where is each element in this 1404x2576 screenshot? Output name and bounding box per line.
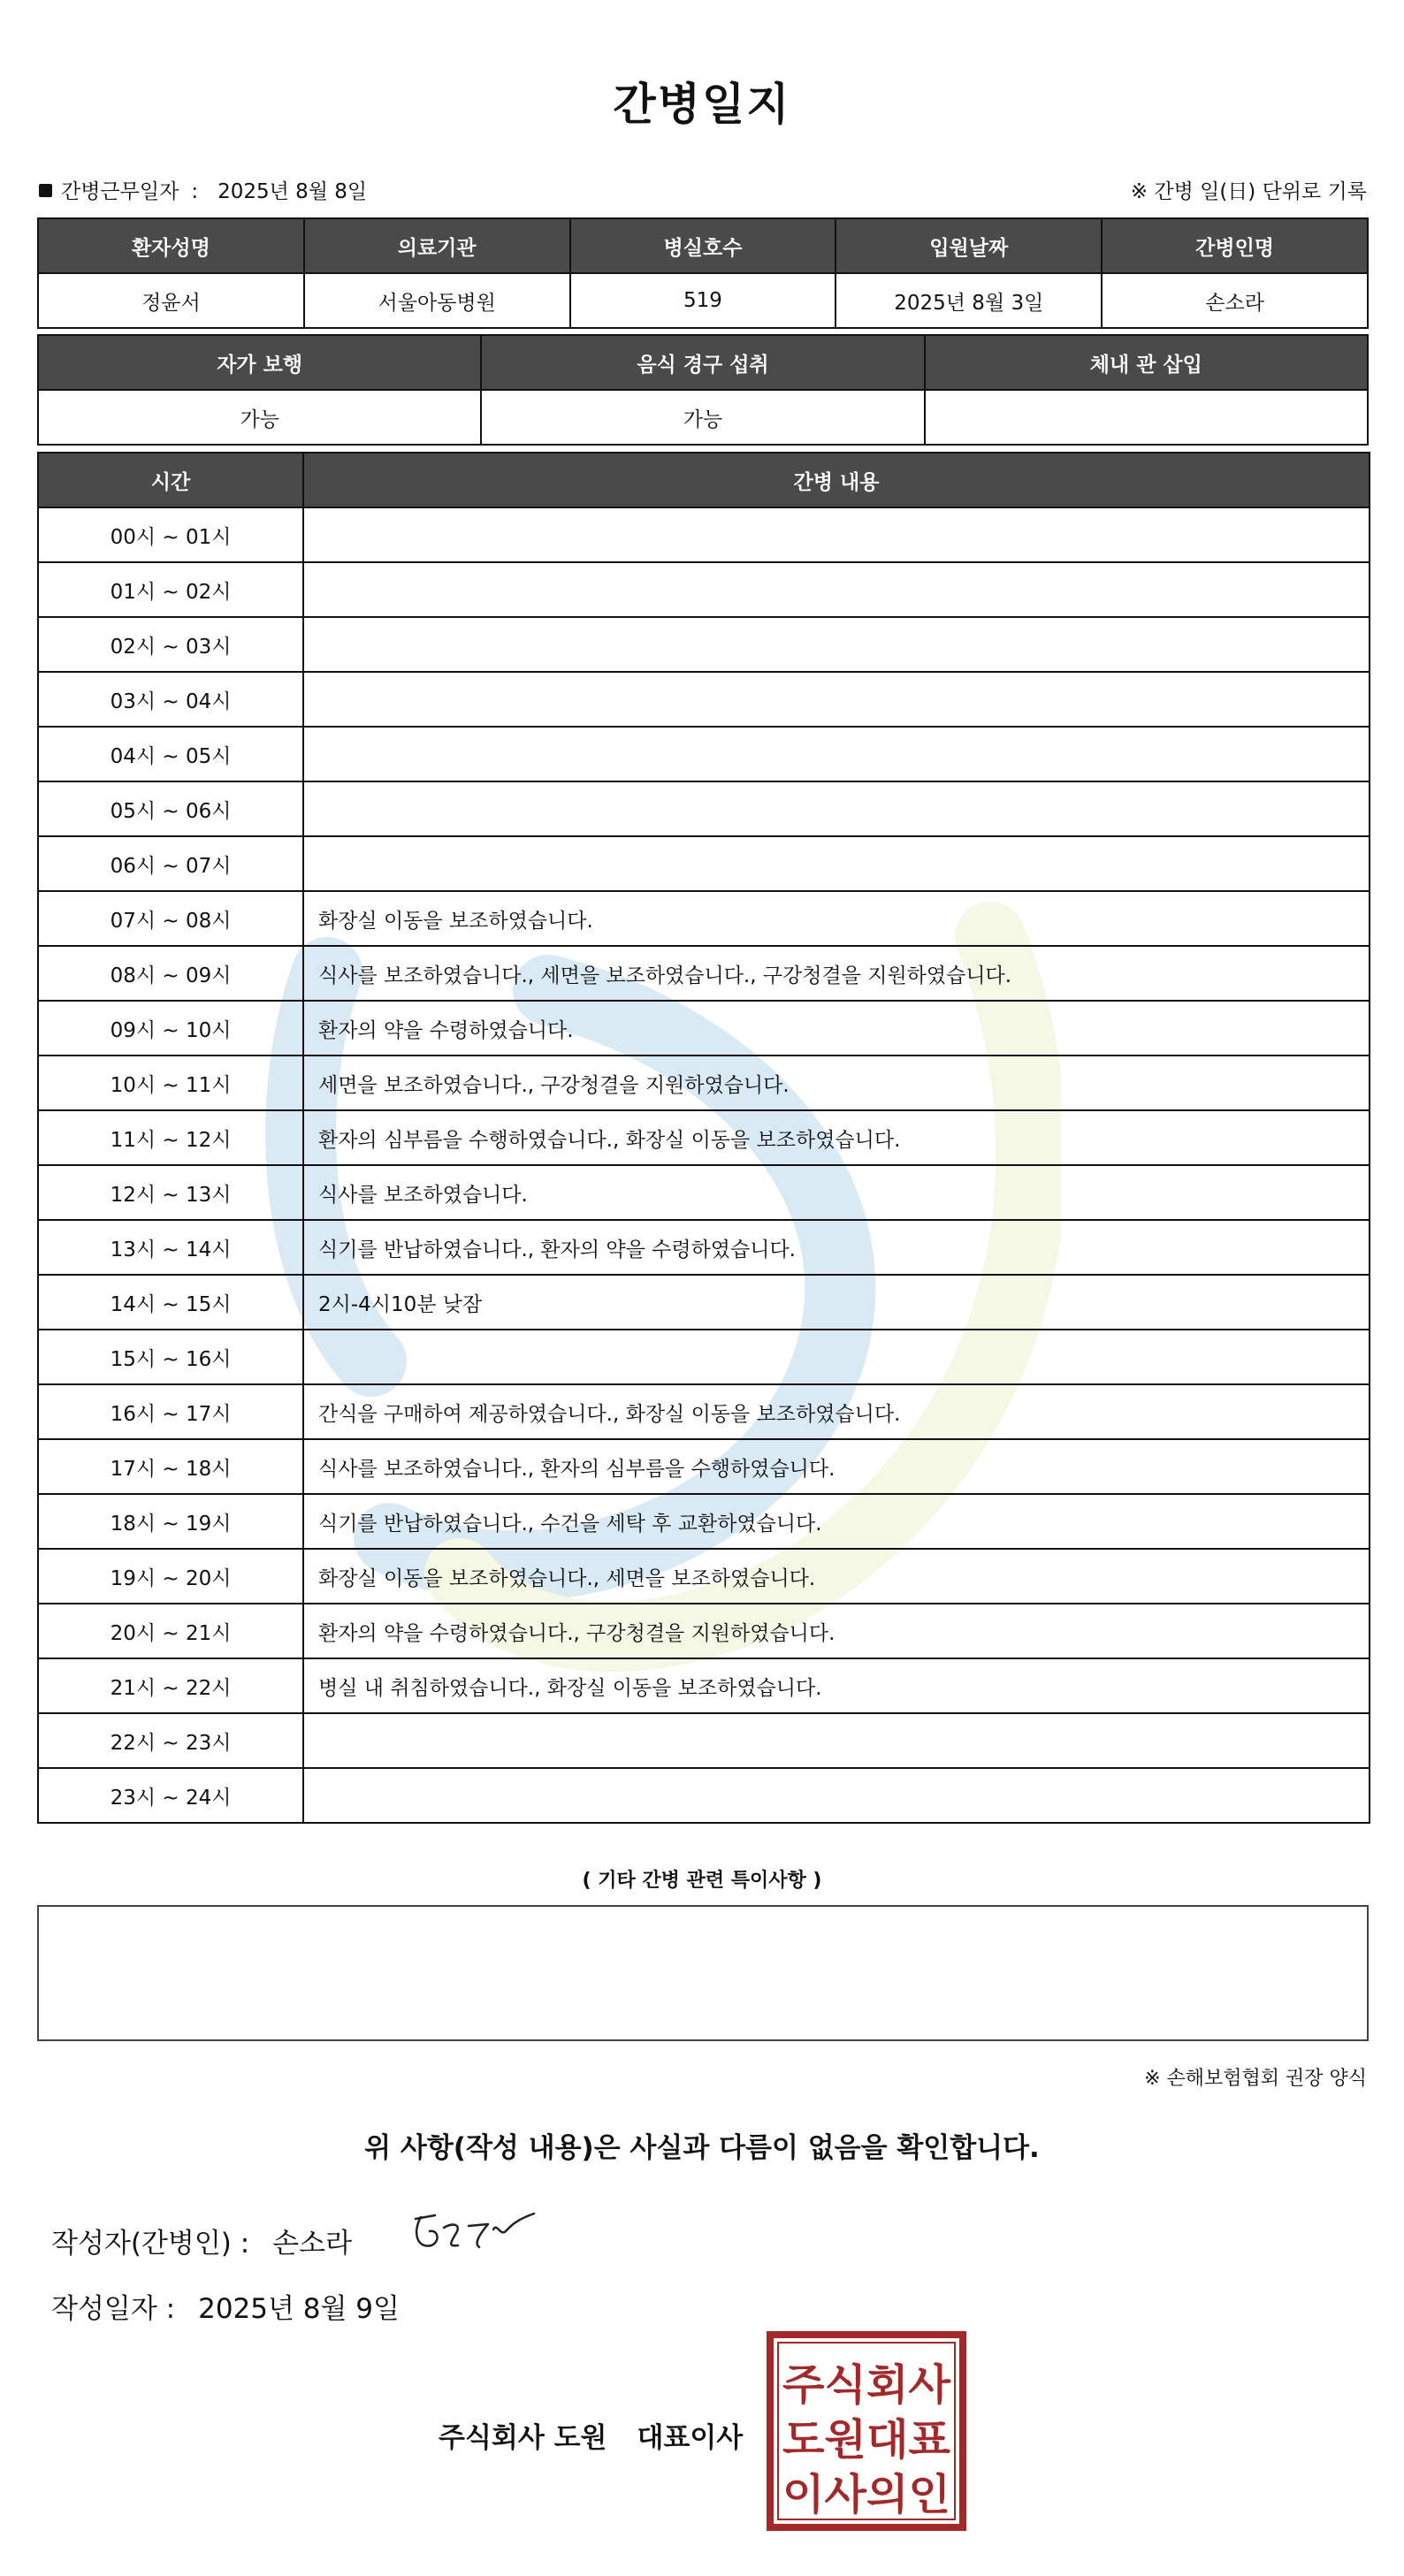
time-cell: 14시 ~ 15시 <box>38 1275 303 1330</box>
time-cell: 11시 ~ 12시 <box>38 1110 303 1165</box>
time-cell: 16시 ~ 17시 <box>38 1384 303 1439</box>
care-log-table <box>37 452 1370 1824</box>
time-cell: 07시 ~ 08시 <box>38 891 303 946</box>
time-cell: 19시 ~ 20시 <box>38 1549 303 1604</box>
table-row <box>38 1384 1370 1439</box>
time-cell: 01시 ~ 02시 <box>38 562 303 617</box>
header-oral-intake: 음식 경구 섭취 <box>481 335 924 390</box>
svg-text:이사의인: 이사의인 <box>782 2470 950 2519</box>
care-content-cell: 세면을 보조하였습니다., 구강청결을 지원하였습니다. <box>303 1056 1370 1110</box>
table-row <box>38 1658 1370 1713</box>
work-date-value: 2025년 8월 8일 <box>217 180 368 203</box>
table-row <box>38 1549 1370 1604</box>
time-cell: 17시 ~ 18시 <box>38 1439 303 1494</box>
table-row <box>38 836 1370 891</box>
patient-info-header-row <box>38 218 1368 273</box>
table-row <box>38 507 1370 562</box>
work-date-line <box>39 175 367 204</box>
table-row <box>38 1713 1370 1768</box>
confirmation-statement: 위 사항(작성 내용)은 사실과 다름이 없음을 확인합니다. <box>364 2132 1040 2164</box>
time-cell: 22시 ~ 23시 <box>38 1713 303 1768</box>
oral-intake-value: 가능 <box>481 390 924 445</box>
care-content-cell: 식기를 반납하였습니다., 환자의 약을 수령하였습니다. <box>303 1220 1370 1275</box>
tube-insertion-value <box>925 390 1368 445</box>
work-date-colon: : <box>191 180 199 203</box>
care-content-cell: 식사를 보조하였습니다., 세면을 보조하였습니다., 구강청결을 지원하였습니다. <box>303 946 1370 1001</box>
table-row <box>38 617 1370 672</box>
record-unit-note: ※ 간병 일(日) 단위로 기록 <box>1130 180 1367 203</box>
writer-label: 작성자(간병인) : <box>51 2228 250 2260</box>
notes-box <box>37 1905 1369 2041</box>
care-content-cell <box>303 617 1370 672</box>
header-care-content: 간병 내용 <box>303 453 1370 507</box>
association-note: ※ 손해보험협회 권장 양식 <box>1144 2068 1367 2090</box>
table-row <box>38 1604 1370 1658</box>
table-row <box>38 727 1370 781</box>
header-admission-date: 입원날짜 <box>836 218 1102 273</box>
care-content-cell <box>303 562 1370 617</box>
table-row <box>38 1110 1370 1165</box>
company-ceo-title: 대표이사 <box>637 2422 744 2454</box>
writer-line <box>51 2221 352 2260</box>
time-cell: 03시 ~ 04시 <box>38 672 303 727</box>
table-row <box>38 946 1370 1001</box>
header-self-walking: 자가 보행 <box>38 335 481 390</box>
care-content-cell: 식사를 보조하였습니다. <box>303 1165 1370 1220</box>
table-row <box>38 1165 1370 1220</box>
time-cell: 21시 ~ 22시 <box>38 1658 303 1713</box>
care-content-cell <box>303 507 1370 562</box>
care-content-cell <box>303 836 1370 891</box>
care-content-cell: 환자의 심부름을 수행하였습니다., 화장실 이동을 보조하였습니다. <box>303 1110 1370 1165</box>
svg-text:주식회사: 주식회사 <box>782 2360 951 2410</box>
table-row <box>38 1494 1370 1549</box>
time-cell: 06시 ~ 07시 <box>38 836 303 891</box>
time-cell: 08시 ~ 09시 <box>38 946 303 1001</box>
care-content-cell <box>303 727 1370 781</box>
table-row <box>38 562 1370 617</box>
work-date-label: 간병근무일자 <box>61 180 179 203</box>
table-row <box>38 781 1370 836</box>
patient-info-value-row <box>38 273 1368 328</box>
header-hospital: 의료기관 <box>304 218 570 273</box>
care-content-cell <box>303 1330 1370 1384</box>
care-content-cell: 환자의 약을 수령하였습니다., 구강청결을 지원하였습니다. <box>303 1604 1370 1658</box>
patient-status-value-row <box>38 390 1368 445</box>
time-cell: 23시 ~ 24시 <box>38 1768 303 1823</box>
admission-date-value: 2025년 8월 3일 <box>836 273 1102 328</box>
time-cell: 20시 ~ 21시 <box>38 1604 303 1658</box>
header-room-number: 병실호수 <box>570 218 836 273</box>
written-date-line <box>51 2286 400 2326</box>
table-row <box>38 672 1370 727</box>
table-row <box>38 1439 1370 1494</box>
header-tube-insertion: 체내 관 삽입 <box>925 335 1368 390</box>
header-patient-name: 환자성명 <box>38 218 304 273</box>
care-content-cell <box>303 781 1370 836</box>
time-cell: 10시 ~ 11시 <box>38 1056 303 1110</box>
square-bullet-icon <box>39 184 52 197</box>
care-content-cell: 화장실 이동을 보조하였습니다., 세면을 보조하였습니다. <box>303 1549 1370 1604</box>
time-cell: 18시 ~ 19시 <box>38 1494 303 1549</box>
care-content-cell: 환자의 약을 수령하였습니다. <box>303 1001 1370 1056</box>
care-content-cell: 병실 내 취침하였습니다., 화장실 이동을 보조하였습니다. <box>303 1658 1370 1713</box>
care-log-header-row <box>38 453 1370 507</box>
patient-info-table <box>37 217 1369 329</box>
svg-text:도원대표: 도원대표 <box>782 2415 951 2465</box>
time-cell: 12시 ~ 13시 <box>38 1165 303 1220</box>
writer-name: 손소라 <box>272 2228 353 2260</box>
table-row <box>38 1001 1370 1056</box>
notes-title: ( 기타 간병 관련 특이사항 ) <box>582 1870 822 1892</box>
table-row <box>38 1275 1370 1330</box>
time-cell: 13시 ~ 14시 <box>38 1220 303 1275</box>
care-content-cell: 식사를 보조하였습니다., 환자의 심부름을 수행하였습니다. <box>303 1439 1370 1494</box>
care-content-cell <box>303 672 1370 727</box>
room-number-value: 519 <box>570 273 836 328</box>
company-signature-line <box>439 2415 743 2455</box>
hospital-value: 서울아동병원 <box>304 273 570 328</box>
company-name: 주식회사 도원 <box>439 2422 607 2454</box>
company-seal-stamp <box>766 2330 967 2532</box>
care-content-cell: 식기를 반납하였습니다., 수건을 세탁 후 교환하였습니다. <box>303 1494 1370 1549</box>
table-row <box>38 891 1370 946</box>
care-log-body <box>38 507 1370 1823</box>
handwritten-signature <box>408 2206 541 2263</box>
time-cell: 00시 ~ 01시 <box>38 507 303 562</box>
care-content-cell <box>303 1768 1370 1823</box>
time-cell: 15시 ~ 16시 <box>38 1330 303 1384</box>
time-cell: 04시 ~ 05시 <box>38 727 303 781</box>
table-row <box>38 1768 1370 1823</box>
patient-name-value: 정윤서 <box>38 273 304 328</box>
care-content-cell <box>303 1713 1370 1768</box>
table-row <box>38 1330 1370 1384</box>
header-time: 시간 <box>38 453 303 507</box>
care-content-cell: 화장실 이동을 보조하였습니다. <box>303 891 1370 946</box>
patient-status-header-row <box>38 335 1368 390</box>
self-walking-value: 가능 <box>38 390 481 445</box>
document-title: 간병일지 <box>613 79 791 130</box>
time-cell: 05시 ~ 06시 <box>38 781 303 836</box>
caregiver-name-value: 손소라 <box>1102 273 1368 328</box>
table-row <box>38 1056 1370 1110</box>
written-date-value: 2025년 8월 9일 <box>198 2293 400 2325</box>
time-cell: 09시 ~ 10시 <box>38 1001 303 1056</box>
time-cell: 02시 ~ 03시 <box>38 617 303 672</box>
table-row <box>38 1220 1370 1275</box>
care-content-cell: 간식을 구매하여 제공하였습니다., 화장실 이동을 보조하였습니다. <box>303 1384 1370 1439</box>
header-caregiver-name: 간병인명 <box>1102 218 1368 273</box>
care-content-cell: 2시-4시10분 낮잠 <box>303 1275 1370 1330</box>
written-date-label: 작성일자 : <box>51 2293 176 2325</box>
patient-status-table <box>37 334 1369 446</box>
